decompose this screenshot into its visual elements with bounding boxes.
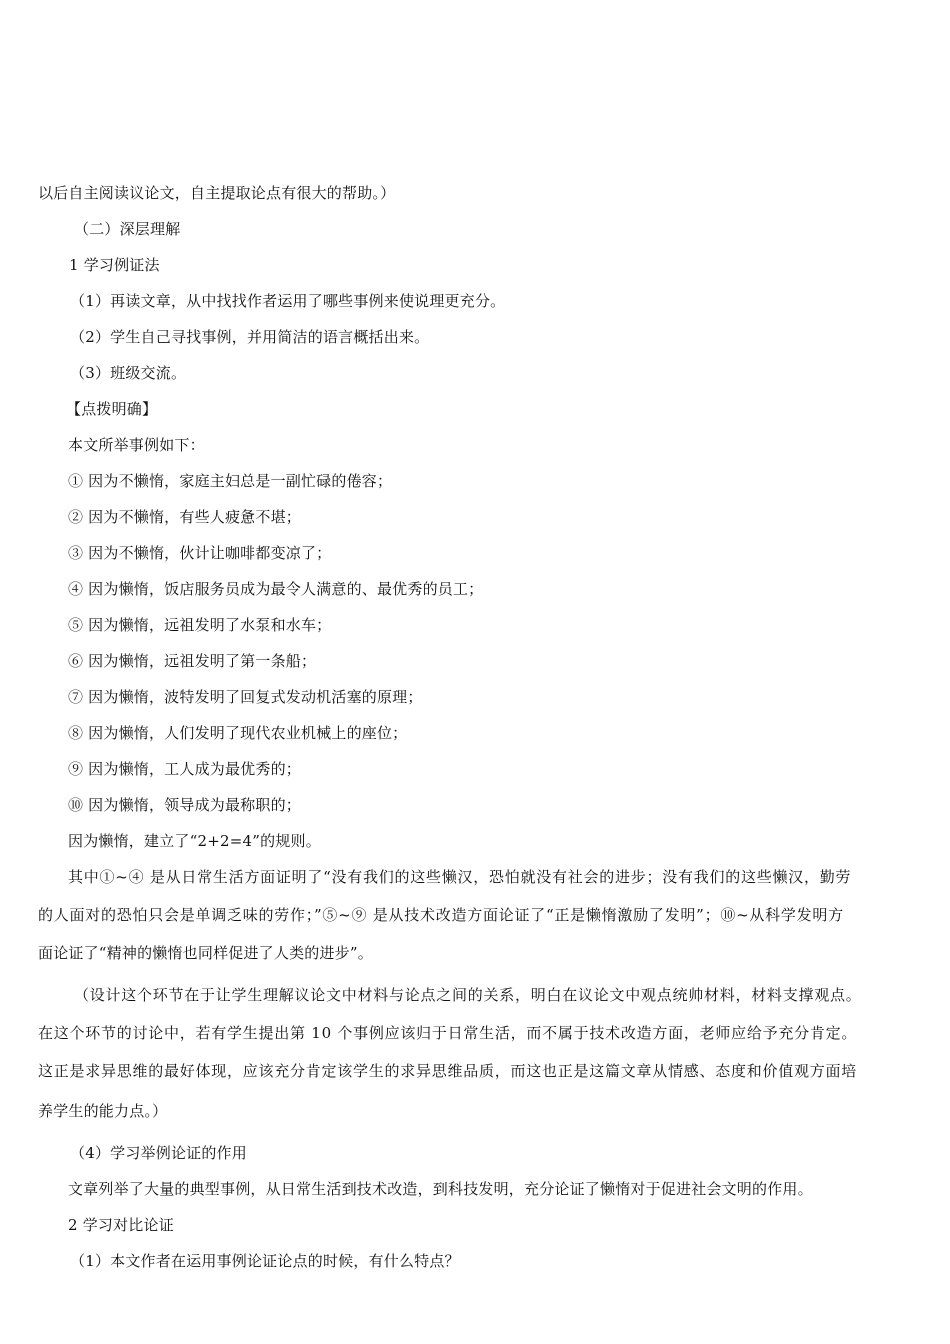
list-item: ③ 因为不懒惰，伙计让咖啡都变凉了；: [68, 544, 332, 562]
section-heading: （4）学习举例论证的作用: [70, 1144, 247, 1162]
list-item: ④ 因为懒惰，饭店服务员成为最令人满意的、最优秀的员工；: [68, 580, 484, 598]
paragraph-line: 面论证了“精神的懒惰也同样促进了人类的进步”。: [38, 944, 373, 962]
paragraph-line: （2）学生自己寻找事例，并用简洁的语言概括出来。: [70, 328, 430, 346]
subheading-line: 【点拨明确】: [66, 400, 158, 418]
paragraph-line: 文章列举了大量的典型事例，从日常生活到技术改造，到科技发明，充分论证了懒惰对于促进社会文明的作用。: [68, 1180, 813, 1198]
paragraph-line: 以后自主阅读议论文，自主提取论点有很大的帮助。）: [38, 184, 396, 202]
paragraph-line: 其中①~④ 是从日常生活方面证明了“没有我们的这些懒汉，恐怕就没有社会的进步；没有我们的这些懒汉，勤劳: [68, 868, 852, 886]
list-item: ⑥ 因为懒惰，远祖发明了第一条船；: [68, 652, 317, 670]
list-item: ⑧ 因为懒惰，人们发明了现代农业机械上的座位；: [68, 724, 408, 742]
list-item: ⑤ 因为懒惰，远祖发明了水泵和水车；: [68, 616, 332, 634]
list-item: ② 因为不懒惰，有些人疲惫不堪；: [68, 508, 301, 526]
paragraph-line: 在这个环节的讨论中，若有学生提出第 10 个事例应该归于日常生活，而不属于技术改造方面，老师应给予充分肯定。: [38, 1024, 858, 1042]
paragraph-line: 这正是求异思维的最好体现，应该充分肯定该学生的求异思维品质，而这也正是这篇文章从情感、态度和价值观方面培: [38, 1062, 858, 1080]
paragraph-line: 的人面对的恐怕只会是单调乏味的劳作；”⑤~⑨ 是从技术改造方面论证了“正是懒惰激励了发明”；⑩~从科学发明方: [38, 906, 844, 924]
list-item: ⑦ 因为懒惰，波特发明了回复式发动机活塞的原理；: [68, 688, 423, 706]
list-item: ⑩ 因为懒惰，领导成为最称职的；: [68, 796, 301, 814]
paragraph-line: （1）再读文章，从中找找作者运用了哪些事例来使说理更充分。: [70, 292, 506, 310]
list-item: ① 因为不懒惰，家庭主妇总是一副忙碌的倦容；: [68, 472, 393, 490]
paragraph-line: （3）班级交流。: [70, 364, 187, 382]
section-heading: （二）深层理解: [74, 220, 181, 238]
paragraph-line: 养学生的能力点。）: [38, 1102, 168, 1120]
subsection-heading: 2 学习对比论证: [68, 1216, 174, 1234]
paragraph-line: 本文所举事例如下：: [68, 436, 205, 454]
list-item: ⑨ 因为懒惰，工人成为最优秀的；: [68, 760, 301, 778]
paragraph-line: （设计这个环节在于让学生理解议论文中材料与论点之间的关系，明白在议论文中观点统帅材料，材料支撑观点。: [74, 986, 862, 1004]
paragraph-line: （1）本文作者在运用事例论证论点的时候，有什么特点？: [70, 1252, 460, 1270]
list-item: 因为懒惰，建立了“2+2=4”的规则。: [68, 832, 321, 850]
subsection-heading: 1 学习例证法: [69, 256, 160, 274]
